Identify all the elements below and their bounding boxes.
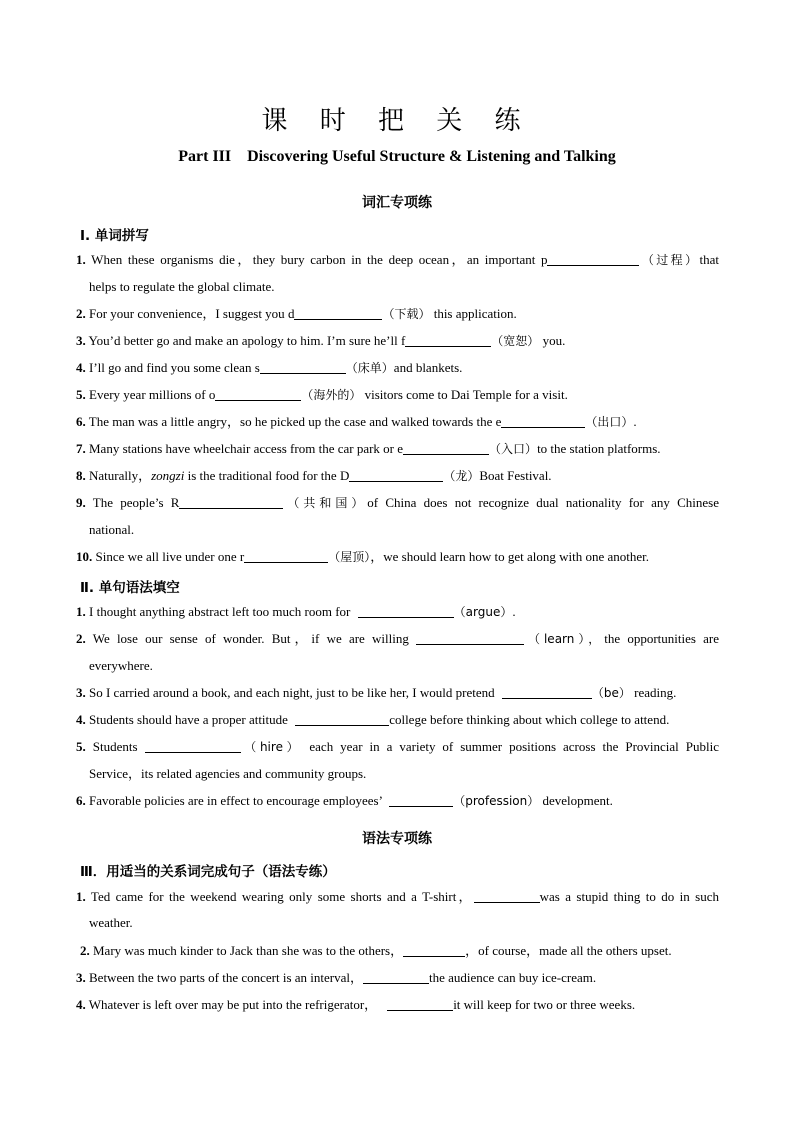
p1-q7: 7. Many stations have wheelchair access from the car park or e （入口）to the station platforms. [76, 441, 661, 456]
answer-blank[interactable] [416, 630, 524, 645]
answer-blank[interactable] [179, 494, 283, 509]
p3-q3: 3. Between the two parts of the concert is an interval， the audience can buy ice-cream. [76, 970, 597, 985]
p1-q2: 2. For your convenience，I suggest you d （下载） this application. [76, 306, 517, 321]
answer-blank[interactable] [547, 251, 639, 266]
vocab-section-heading: 词汇专项练 [362, 195, 432, 211]
p1-q4: 4. I’ll go and find you some clean s （床单）and blankets. [76, 360, 463, 375]
p3-q1-cont: weather. [89, 915, 133, 930]
grammar-section-heading: 语法专项练 [362, 831, 432, 847]
answer-blank[interactable] [403, 942, 465, 957]
answer-blank[interactable] [294, 305, 382, 320]
p1-q8: 8. Naturally，zongzi is the traditional food for the D （龙）Boat Festival. [76, 468, 552, 483]
p2-q2: 2. We lose our sense of wonder. But，if we are willing （learn），the opportunities are [76, 631, 720, 646]
p2-q1: 1. I thought anything abstract left too much room for （argue）. [76, 604, 516, 619]
answer-blank[interactable] [387, 996, 453, 1011]
answer-blank[interactable] [502, 684, 592, 699]
part1-heading: Ⅰ. 单词拼写 [80, 228, 149, 244]
p1-q1-cont: helps to regulate the global climate. [89, 279, 275, 294]
p1-q9: 9. The people’s R （共和国）of China does not recognize dual nationality for any Chinese [76, 495, 719, 510]
answer-blank[interactable] [403, 440, 489, 455]
answer-blank[interactable] [244, 548, 328, 563]
answer-blank[interactable] [358, 603, 454, 618]
p2-q5: 5. Students （hire） each year in a variety of summer positions across the Provincial Public [76, 739, 719, 754]
p2-q2-cont: everywhere. [89, 658, 153, 673]
page-title: 课 时 把 关 练 [261, 106, 533, 136]
p3-q4: 4. Whatever is left over may be put into the refrigerator， it will keep for two or three weeks. [76, 997, 636, 1012]
p2-q3: 3. So I carried around a book, and each night, just to be like her, I would pretend （be） reading. [76, 685, 677, 700]
answer-blank[interactable] [260, 359, 346, 374]
p3-q2: 2. Mary was much kinder to Jack than she was to the others， ，of course，made all the others upset. [80, 943, 672, 958]
p1-q3: 3. You’d better go and make an apology to him. I’m sure he’ll f （宽恕） you. [76, 333, 566, 348]
p2-q4: 4. Students should have a proper attitude college before thinking about which college to attend. [76, 712, 670, 727]
answer-blank[interactable] [349, 467, 443, 482]
p1-q5: 5. Every year millions of o （海外的） visitors come to Dai Temple for a visit. [76, 387, 568, 402]
p2-q5-cont: Service，its related agencies and community groups. [89, 766, 367, 781]
answer-blank[interactable] [363, 969, 429, 984]
answer-blank[interactable] [145, 738, 241, 753]
answer-blank[interactable] [295, 711, 389, 726]
answer-blank[interactable] [389, 792, 453, 807]
p2-q6: 6. Favorable policies are in effect to encourage employees’ （profession） development. [76, 793, 613, 808]
answer-blank[interactable] [474, 888, 540, 903]
p1-q10: 10. Since we all live under one r （屋顶），we should learn how to get along with one another. [76, 549, 649, 564]
page-subtitle: Part III Discovering Useful Structure & Listening and Talking [178, 148, 616, 165]
p1-q6: 6. The man was a little angry，so he picked up the case and walked towards the e （出口）. [76, 414, 637, 429]
part3-heading: Ⅲ．用适当的关系词完成句子（语法专练） [80, 864, 336, 880]
p3-q1: 1. Ted came for the weekend wearing only some shorts and a T-shirt， was a stupid thing to do in such [76, 889, 719, 904]
part2-heading: Ⅱ. 单句语法填空 [80, 580, 180, 596]
answer-blank[interactable] [215, 386, 301, 401]
answer-blank[interactable] [405, 332, 491, 347]
answer-blank[interactable] [501, 413, 585, 428]
p1-q1: 1. When these organisms die，they bury carbon in the deep ocean，an important p （过程）that [76, 252, 719, 267]
p1-q9-cont: national. [89, 522, 135, 537]
